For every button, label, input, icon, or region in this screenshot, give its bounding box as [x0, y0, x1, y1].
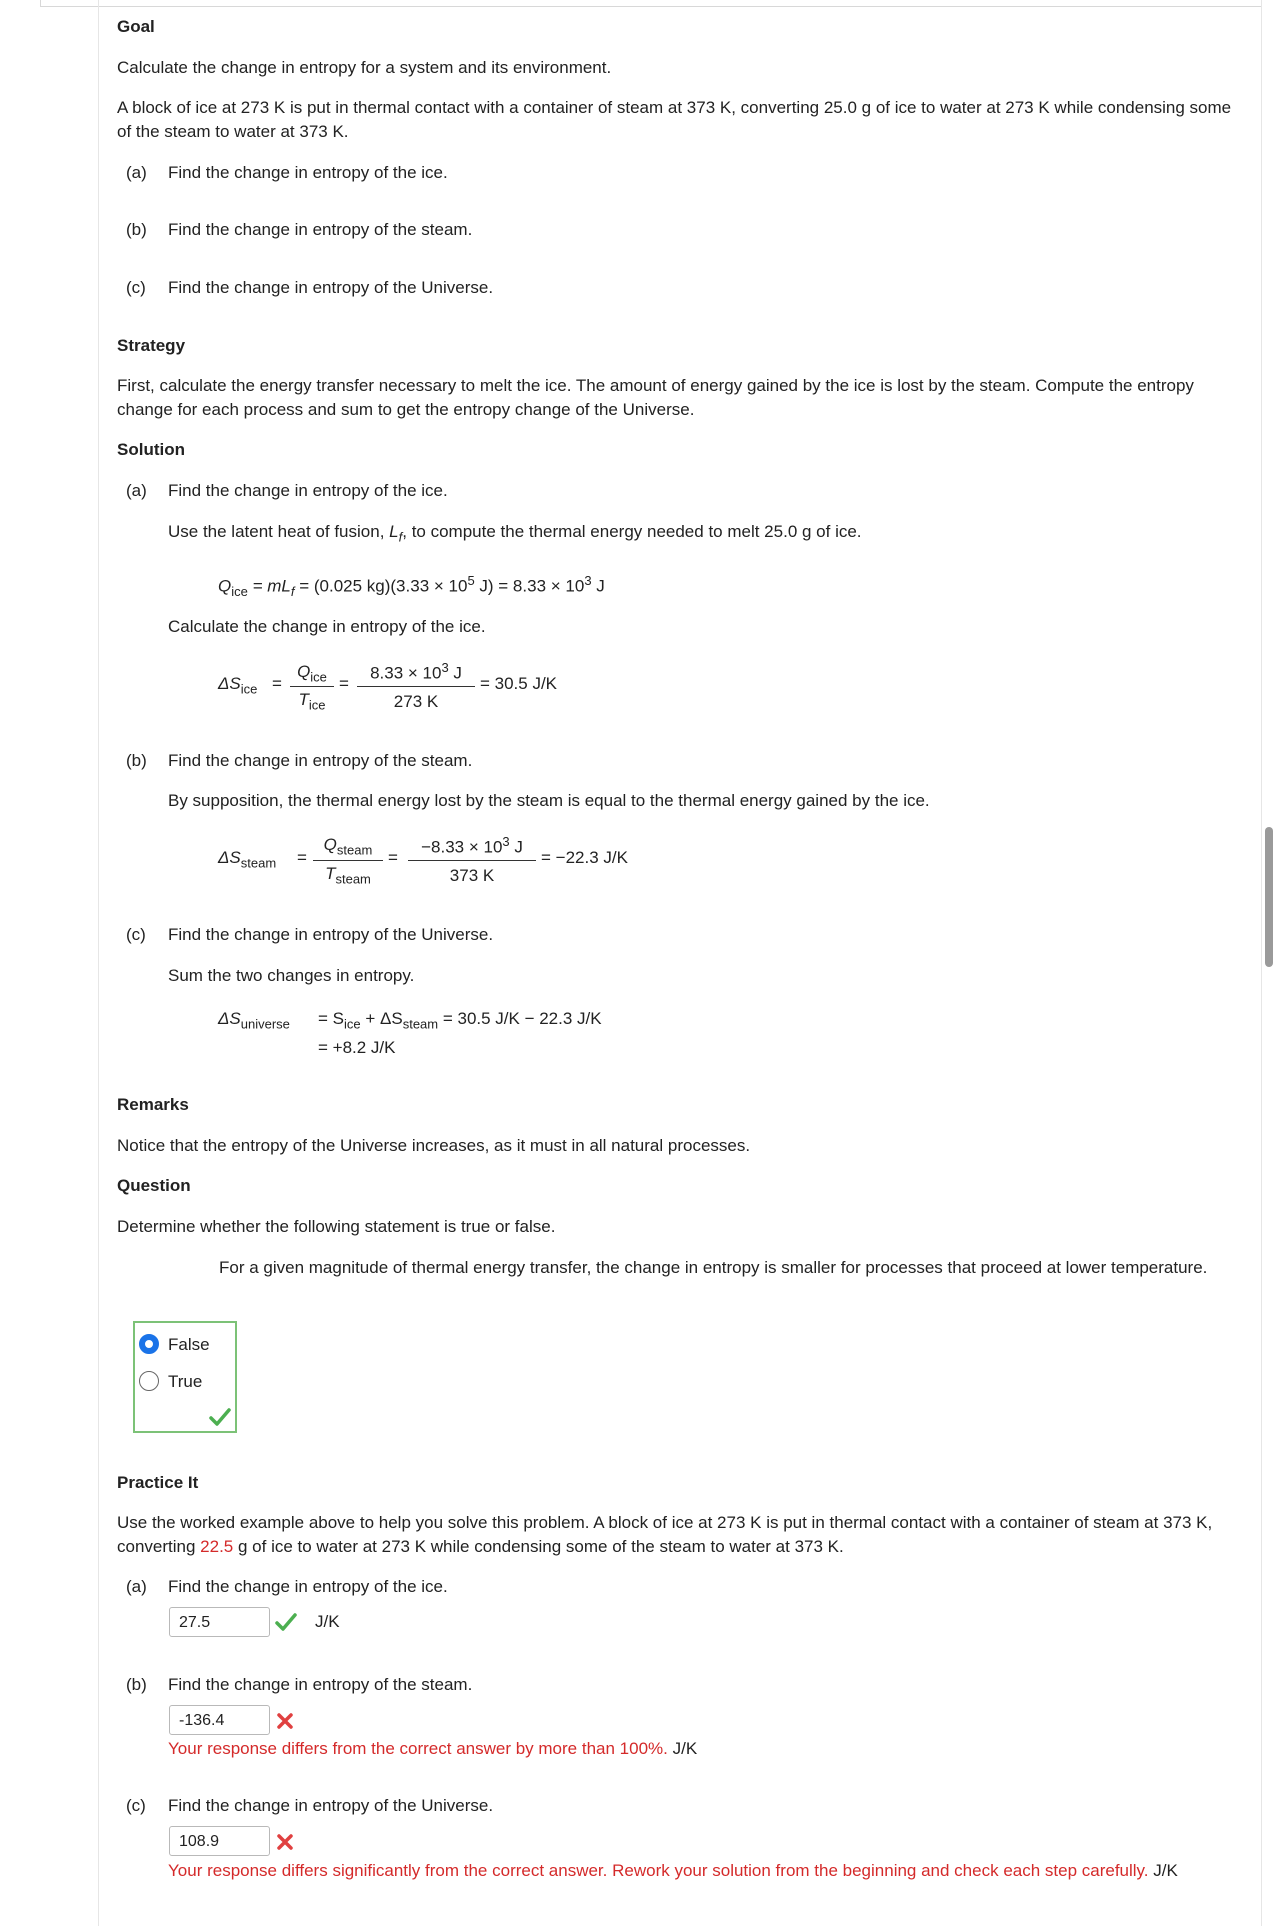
delta-s-ice-result: = 30.5 J/K [480, 674, 558, 693]
equals-sign: = [388, 848, 398, 867]
check-icon [275, 1612, 297, 1632]
radio-false[interactable] [139, 1334, 159, 1354]
question-statement: For a given magnitude of thermal energy transfer, the change in entropy is smaller for processes that proceed at lower temperature. [219, 1258, 1208, 1277]
delta-s-universe-sum: = $S_{ice} + \Delta S_{steam} = 30.5$ J/K − 22.3 J/K [318, 1009, 602, 1032]
remarks-heading: Remarks [117, 1095, 189, 1114]
fraction-bar [357, 686, 475, 687]
check-icon [209, 1407, 231, 1427]
equation-q-ice: $Q_{ice} = mL_f = (0.025$ $kg)(3.33 \times 10^5$ $J) = 8.33 \times 10^3$ J [218, 573, 605, 600]
practice-a-input[interactable]: 27.5 [169, 1607, 270, 1637]
delta-s-universe-label: $\Delta S_{universe}$ [218, 1009, 290, 1032]
goal-part-b-label: (b) [126, 220, 147, 239]
temperature-denominator: 373 K [449, 866, 495, 885]
equals-sign: = [339, 674, 349, 693]
practice-a-unit: J/K [315, 1612, 340, 1631]
option-false-label[interactable]: False [168, 1335, 210, 1354]
delta-s-universe-result: = +8.2 J/K [318, 1038, 396, 1057]
practice-c-label: (c) [126, 1796, 146, 1815]
practice-b-input[interactable]: -136.4 [169, 1705, 270, 1735]
equals-sign: = [297, 848, 307, 867]
goal-part-a-label: (a) [126, 163, 147, 182]
close-icon [275, 1711, 295, 1731]
goal-part-c-label: (c) [126, 278, 146, 297]
solution-a-step2: Calculate the change in entropy of the ice. [168, 617, 486, 636]
t-steam-denominator: $T_{steam}$ [325, 864, 371, 887]
practice-b-label: (b) [126, 1675, 147, 1694]
fraction-bar [313, 860, 383, 861]
practice-a-label: (a) [126, 1577, 147, 1596]
solution-c-step1: Sum the two changes in entropy. [168, 966, 415, 985]
solution-a-label: (a) [126, 481, 147, 500]
energy-numerator: $8.33 \times 10^3$ J [370, 660, 462, 683]
practice-b-text: Find the change in entropy of the steam. [168, 1675, 473, 1694]
delta-s-steam-result: = −22.3 J/K [541, 848, 628, 867]
scrollbar-thumb[interactable] [1265, 827, 1273, 967]
solution-b-title: Find the change in entropy of the steam. [168, 751, 473, 770]
practice-c-input[interactable]: 108.9 [169, 1826, 270, 1856]
question-prompt: Determine whether the following statement is true or false. [117, 1217, 556, 1236]
practice-b-feedback: Your response differs from the correct answer by more than 100%. J/K [168, 1739, 698, 1758]
goal-heading: Goal [117, 17, 155, 36]
goal-intro: Calculate the change in entropy for a system and its environment. [117, 58, 612, 77]
solution-b-step1: By supposition, the thermal energy lost by the steam is equal to the thermal energy gained by the ice. [168, 791, 930, 810]
delta-s-steam-label: $\Delta S_{steam}$ [218, 848, 277, 871]
solution-heading: Solution [117, 440, 185, 459]
q-steam-numerator: $Q_{steam}$ [323, 835, 373, 858]
fraction-bar [290, 686, 334, 687]
remarks-text: Notice that the entropy of the Universe increases, as it must in all natural processes. [117, 1136, 751, 1155]
delta-s-ice-label: $\Delta S_{ice}$ [218, 674, 258, 697]
solution-c-title: Find the change in entropy of the Universe. [168, 925, 494, 944]
temperature-denominator: 273 K [393, 692, 439, 711]
solution-a-title: Find the change in entropy of the ice. [168, 481, 448, 500]
goal-part-a-text: Find the change in entropy of the ice. [168, 163, 448, 182]
close-icon [275, 1832, 295, 1852]
q-ice-numerator: $Q_{ice}$ [297, 662, 327, 685]
goal-part-b-text: Find the change in entropy of the steam. [168, 220, 473, 239]
strategy-text: First, calculate the energy transfer necessary to melt the ice. The amount of energy gained by the ice is lost by the steam. Compute the entropy change for each process and sum to get the entropy change of the Universe. [117, 376, 1194, 419]
solution-c-label: (c) [126, 925, 146, 944]
goal-problem: A block of ice at 273 K is put in thermal contact with a container of steam at 373 K, converting 25.0 g of ice to water at 273 K while condensing some of the steam to water at 373 K. [117, 98, 1232, 141]
practice-c-feedback: Your response differs significantly from the correct answer. Rework your solution from the beginning and check each step carefully. J/K [168, 1861, 1178, 1880]
t-ice-denominator: $T_{ice}$ [298, 690, 326, 713]
fraction-bar [408, 860, 536, 861]
radio-true[interactable] [139, 1371, 159, 1391]
solution-a-step1: Use the latent heat of fusion, $L_f$, to compute the thermal energy needed to melt 25.0 g of ice. [168, 522, 862, 545]
question-heading: Question [117, 1176, 191, 1195]
energy-numerator: $-8.33 \times 10^3$ J [421, 834, 523, 857]
option-true-label[interactable]: True [168, 1372, 203, 1391]
practice-c-text: Find the change in entropy of the Universe. [168, 1796, 494, 1815]
practice-a-text: Find the change in entropy of the ice. [168, 1577, 448, 1596]
practice-text: Use the worked example above to help you solve this problem. A block of ice at 273 K is put in thermal contact with a container of steam at 373 K, converting 22.5 g of ice to water at 273 K while condensing some of the steam to water at 373 K. [117, 1513, 1213, 1556]
strategy-heading: Strategy [117, 336, 186, 355]
practice-heading: Practice It [117, 1473, 199, 1492]
goal-part-c-text: Find the change in entropy of the Universe. [168, 278, 494, 297]
equals-sign: = [272, 674, 282, 693]
solution-b-label: (b) [126, 751, 147, 770]
